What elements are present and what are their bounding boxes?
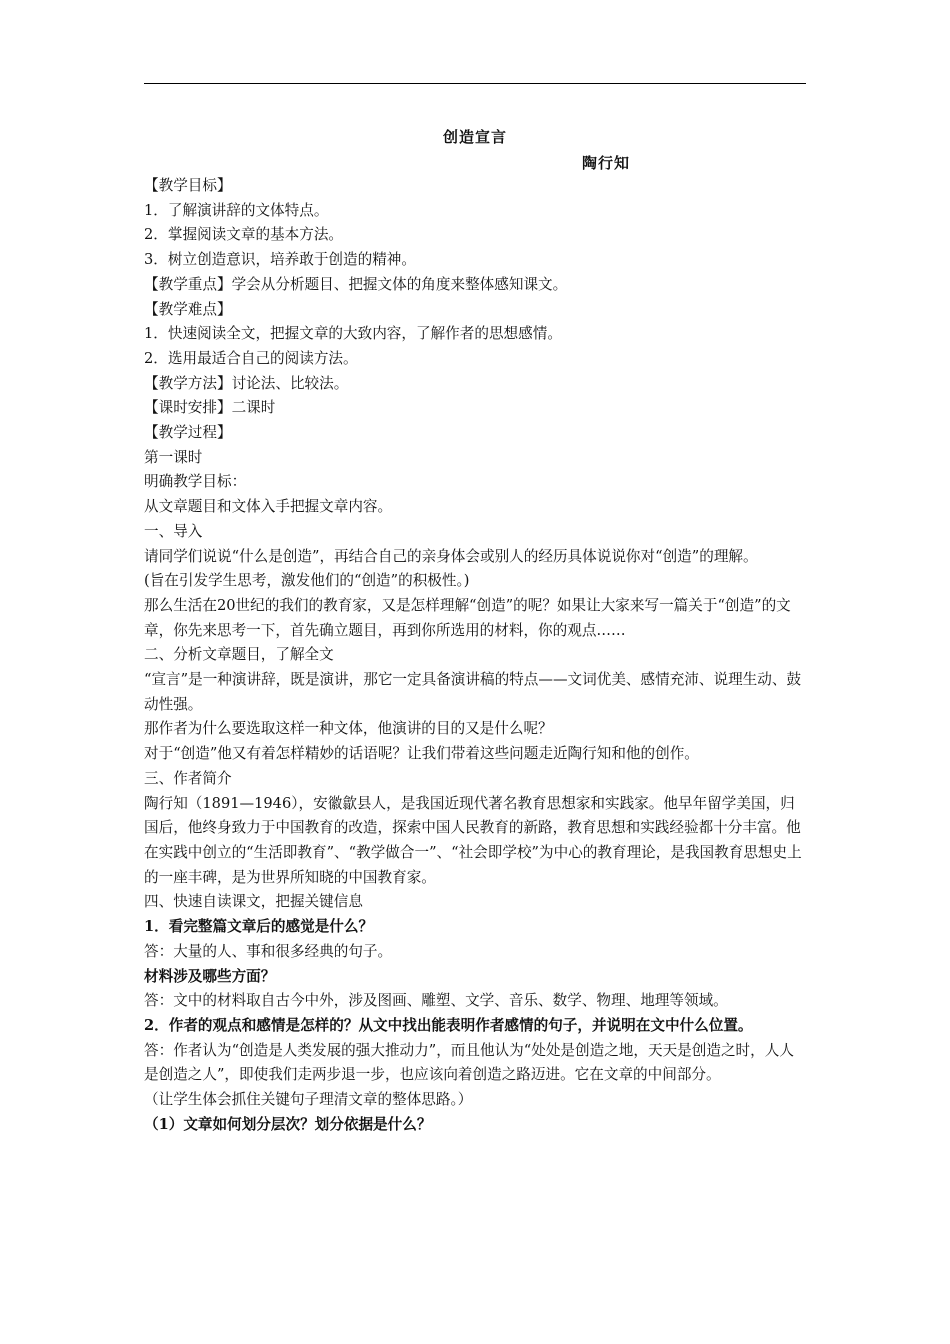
key-points: 【教学重点】学会从分析题目、把握文体的角度来整体感知课文。: [144, 275, 568, 293]
objective-item-3: 3．树立创造意识，培养敢于创造的精神。: [144, 251, 416, 269]
document-body: [144, 174, 808, 1137]
step-4-heading: 四、快速自读课文，把握关键信息: [144, 893, 363, 911]
header-rule: [144, 83, 806, 84]
document-author: 陶行知: [582, 154, 631, 172]
question-paragraph: 那么生活在20世纪的我们的教育家，又是怎样理解“创造”的呢？如果让大家来写一篇关于“创造”的文章，你先来思考一下，首先确立题目，再到你所选用的材料，你的观点……: [144, 596, 791, 639]
section-heading-objectives: 【教学目标】: [144, 177, 232, 194]
teaching-methods: 【教学方法】讨论法、比较法。: [144, 374, 349, 392]
step-1-heading: 一、导入: [144, 522, 203, 540]
first-lesson-heading: 第一课时: [144, 448, 203, 466]
lead-in-paragraph: 对于“创造”他又有着怎样精妙的话语呢？让我们带着这些问题走近陶行知和他的创作。: [144, 745, 699, 763]
intro-paragraph: 请同学们说说“什么是创造”，再结合自己的亲身体会或别人的经历具体说说你对“创造”的理解。: [144, 547, 758, 565]
question-2: 2．作者的观点和感情是怎样的？从文中找出能表明作者感情的句子，并说明在文中什么位置。: [144, 1016, 753, 1034]
step-2-heading: 二、分析文章题目，了解全文: [144, 646, 334, 664]
answer-1: 答：大量的人、事和很多经典的句子。: [144, 942, 393, 960]
purpose-question: 那作者为什么要选取这样一种文体，他演讲的目的又是什么呢？: [144, 720, 553, 738]
answer-materials: 答：文中的材料取自古今中外，涉及图画、雕塑、文学、音乐、数学、物理、地理等领域。: [144, 992, 728, 1010]
document-title: 创造宣言: [442, 128, 507, 146]
section-heading-difficulties: 【教学难点】: [144, 300, 232, 318]
objective-item-2: 2．掌握阅读文章的基本方法。: [144, 226, 344, 244]
class-schedule: 【课时安排】二课时: [144, 399, 276, 417]
question-materials: 材料涉及哪些方面？: [144, 967, 276, 985]
section-heading-process: 【教学过程】: [144, 424, 232, 442]
sub-question-1: （1）文章如何划分层次？划分依据是什么？: [144, 1115, 432, 1133]
goal-text: 从文章题目和文体入手把握文章内容。: [144, 498, 393, 516]
declaration-paragraph: “宣言”是一种演讲辞，既是演讲，那它一定具备演讲稿的特点——文词优美、感情充沛、说理生动、鼓动性强。: [144, 671, 802, 713]
objective-item-1: 1．了解演讲辞的文体特点。: [144, 201, 329, 219]
question-1: 1．看完整篇文章后的感觉是什么？: [144, 918, 374, 936]
difficulty-item-2: 2．选用最适合自己的阅读方法。: [144, 349, 358, 367]
teaching-note: （让学生体会抓住关键句子理清文章的整体思路。）: [144, 1091, 473, 1109]
answer-2: 答：作者认为“创造是人类发展的强大推动力”，而且他认为“处处是创造之地，天天是创造之时，人人是创造之人”，即使我们走两步退一步，也应该向着创造之路迈进。它在文章的中间部分。: [144, 1041, 794, 1084]
step-3-heading: 三、作者简介: [144, 769, 232, 787]
intro-note: (旨在引发学生思考，激发他们的“创造”的积极性。): [144, 572, 470, 590]
goal-heading: 明确教学目标：: [144, 473, 247, 491]
difficulty-item-1: 1．快速阅读全文，把握文章的大致内容，了解作者的思想感情。: [144, 325, 562, 343]
author-bio-paragraph: 陶行知（1891—1946），安徽歙县人，是我国近现代著名教育思想家和实践家。他早年留学美国，归国后，他终身致力于中国教育的改造，探索中国人民教育的新路，教育思想和实践经验都十分丰富。他在实践中创立的“生活即教育”、“教学做合一”、“社会即学校”为中心的教育理论，是我国教育思想史上的一座丰碑，是为世界所知晓的中国教育家。: [144, 794, 802, 886]
